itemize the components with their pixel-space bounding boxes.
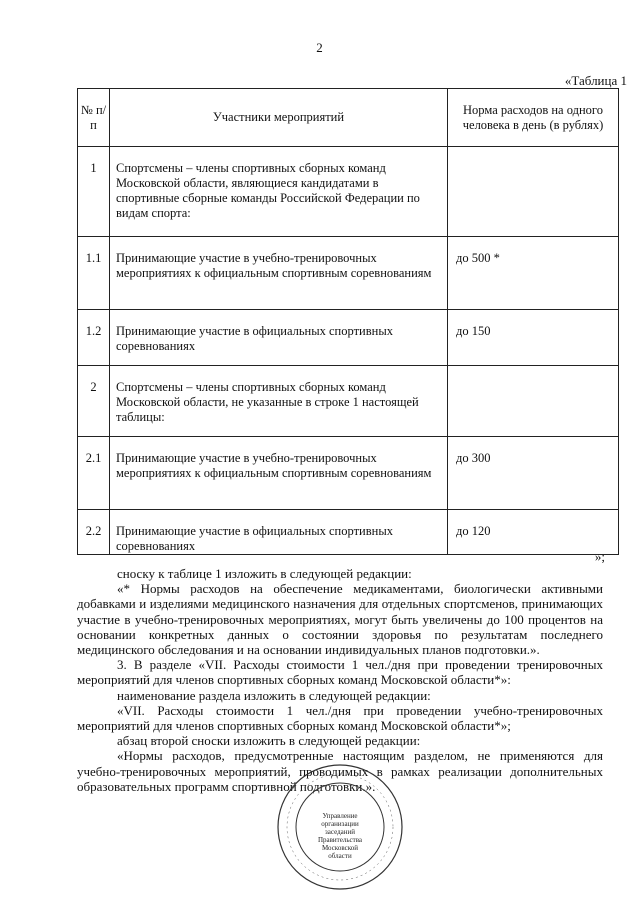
table-row — [78, 147, 619, 237]
row-participants: Спортсмены – члены спортивных сборных команд Московской области, не указанные в строке 1 настоящей таблицы: — [110, 366, 448, 437]
paragraph-section-7: 3. В разделе «VII. Расходы стоимости 1 чел./дня при проведении тренировочных мероприятий для членов спортивных сборных команд Московской области*»: — [77, 657, 603, 688]
row-number: 2.1 — [78, 437, 110, 510]
table-row — [78, 510, 619, 555]
row-norm: до 120 — [448, 510, 619, 555]
row-norm: до 500 * — [448, 237, 619, 310]
seal-line: Управление — [322, 812, 358, 820]
paragraph-footnote-intro: сноску к таблице 1 изложить в следующей редакции: — [117, 566, 412, 581]
norms-table — [77, 88, 619, 555]
header-participants: Участники мероприятий — [110, 89, 448, 147]
row-number: 2.2 — [78, 510, 110, 555]
row-number: 2 — [78, 366, 110, 437]
seal-line: организации — [321, 820, 359, 828]
header-number: № п/п — [78, 89, 110, 147]
row-participants: Принимающие участие в учебно-тренировочных мероприятиях к официальным спортивным соревнованиям — [110, 237, 448, 310]
table-row — [78, 237, 619, 310]
table-closing-quote: »; — [594, 549, 605, 564]
paragraph-second-footnote-intro: абзац второй сноски изложить в следующей редакции: — [117, 733, 421, 749]
row-participants: Принимающие участие в учебно-тренировочных мероприятиях к официальным спортивным соревнованиям — [110, 437, 448, 510]
header-norm: Норма расходов на одного человека в день (в рублях) — [448, 89, 619, 147]
row-norm: до 300 — [448, 437, 619, 510]
table-row — [78, 366, 619, 437]
row-participants: Принимающие участие в официальных спортивных соревнованиях — [110, 510, 448, 555]
row-number: 1.1 — [78, 237, 110, 310]
row-norm — [448, 147, 619, 237]
row-participants: Спортсмены – члены спортивных сборных команд Московской области, являющиеся кандидатами в спортивные сборные команды Российской Федерации по видам спорта: — [110, 147, 448, 237]
seal-line: заседаний — [325, 828, 355, 836]
table-caption: «Таблица 1 — [564, 73, 627, 88]
paragraph-new-title: «VII. Расходы стоимости 1 чел./дня при проведении учебно-тренировочных мероприятий для членов спортивных сборных команд Московской области*»; — [77, 702, 603, 734]
table-row — [78, 310, 619, 366]
paragraph-second-footnote-text: «Нормы расходов, предусмотренные настоящим разделом, не применяются для учебно-тренировочных мероприятий, проводимых в рамках реализации дополнительных образовательных программ спортивной подготовки.». — [77, 748, 603, 794]
row-number: 1 — [78, 147, 110, 237]
row-participants: Принимающие участие в официальных спортивных соревнованиях — [110, 310, 448, 366]
row-norm: до 150 — [448, 310, 619, 366]
page-number: 2 — [316, 40, 323, 55]
table-header-row — [78, 89, 619, 147]
row-number: 1.2 — [78, 310, 110, 366]
seal-line: Московской — [321, 844, 359, 852]
seal-text — [275, 812, 405, 860]
table-row — [78, 437, 619, 510]
seal-line: Правительства — [317, 836, 363, 844]
row-norm — [448, 366, 619, 437]
paragraph-title-intro: наименование раздела изложить в следующей редакции: — [117, 687, 431, 703]
amendment-text — [77, 566, 603, 794]
paragraph-footnote-text: «* Нормы расходов на обеспечение медикаментами, биологически активными добавками и изделиями медицинского назначения для отдельных спортсменов, принимающих участие в учебно-тренировочных мероприятиях, могут быть увеличены до 100 процентов на основании конкретных данных о состоянии здоровья по результатам последнего медицинского обследования и на основании индивидуальных планов подготовки.». — [77, 581, 603, 658]
seal-line: области — [328, 852, 352, 860]
